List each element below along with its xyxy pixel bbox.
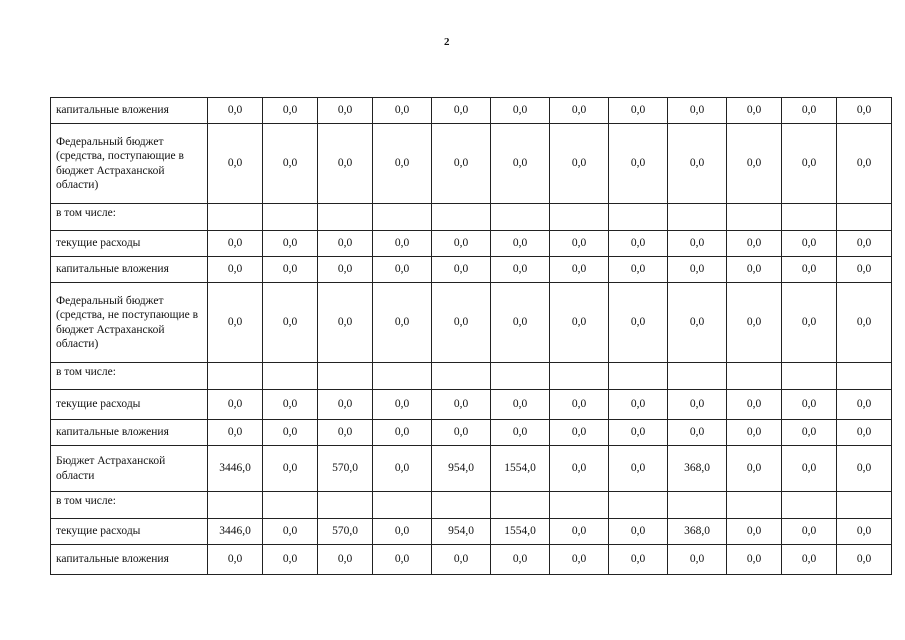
row-label: текущие расходы [51,519,208,545]
value-cell [373,204,432,231]
value-cell: 0,0 [550,446,609,492]
value-cell: 0,0 [609,446,668,492]
budget-table [50,97,892,575]
table-row [51,519,892,545]
value-cell [432,363,491,390]
value-cell: 0,0 [318,420,373,446]
value-cell [668,492,727,519]
row-label: текущие расходы [51,390,208,420]
value-cell: 0,0 [318,231,373,257]
value-cell: 0,0 [373,257,432,283]
value-cell: 1554,0 [491,446,550,492]
value-cell: 0,0 [837,231,892,257]
value-cell: 0,0 [432,98,491,124]
value-cell: 0,0 [609,390,668,420]
value-cell: 0,0 [609,98,668,124]
value-cell: 0,0 [837,283,892,363]
value-cell: 0,0 [373,231,432,257]
value-cell: 0,0 [432,231,491,257]
value-cell: 0,0 [491,283,550,363]
value-cell: 0,0 [373,420,432,446]
value-cell: 0,0 [491,420,550,446]
value-cell: 0,0 [491,231,550,257]
table-row [51,390,892,420]
value-cell: 0,0 [208,257,263,283]
value-cell: 0,0 [318,257,373,283]
value-cell: 0,0 [837,446,892,492]
value-cell: 0,0 [432,420,491,446]
value-cell: 0,0 [837,98,892,124]
value-cell: 0,0 [373,519,432,545]
value-cell: 0,0 [318,283,373,363]
value-cell: 0,0 [782,257,837,283]
value-cell: 368,0 [668,446,727,492]
value-cell [318,363,373,390]
value-cell: 0,0 [208,545,263,575]
value-cell: 0,0 [208,124,263,204]
value-cell: 0,0 [782,420,837,446]
value-cell: 0,0 [550,257,609,283]
value-cell: 0,0 [432,257,491,283]
row-label: текущие расходы [51,231,208,257]
value-cell [837,492,892,519]
value-cell [782,363,837,390]
value-cell: 0,0 [550,283,609,363]
value-cell: 954,0 [432,446,491,492]
value-cell: 0,0 [782,98,837,124]
value-cell: 0,0 [727,420,782,446]
value-cell: 0,0 [263,390,318,420]
row-label: Бюджет Астраханской области [51,446,208,492]
value-cell: 0,0 [550,98,609,124]
value-cell: 0,0 [782,283,837,363]
value-cell [727,492,782,519]
value-cell [609,204,668,231]
value-cell: 0,0 [373,446,432,492]
value-cell: 0,0 [263,98,318,124]
value-cell: 0,0 [782,519,837,545]
value-cell: 0,0 [263,283,318,363]
row-label: капитальные вложения [51,257,208,283]
value-cell: 0,0 [837,257,892,283]
value-cell: 0,0 [837,420,892,446]
value-cell: 0,0 [550,390,609,420]
value-cell: 0,0 [263,446,318,492]
value-cell: 0,0 [727,446,782,492]
value-cell: 0,0 [609,420,668,446]
value-cell: 0,0 [208,420,263,446]
value-cell: 0,0 [263,257,318,283]
value-cell [491,492,550,519]
value-cell [318,204,373,231]
value-cell: 0,0 [837,545,892,575]
value-cell [263,363,318,390]
value-cell: 0,0 [782,124,837,204]
value-cell: 0,0 [837,390,892,420]
value-cell: 0,0 [491,257,550,283]
value-cell: 0,0 [668,390,727,420]
value-cell: 0,0 [318,124,373,204]
value-cell: 0,0 [837,124,892,204]
table-row [51,257,892,283]
row-label: в том числе: [51,492,208,519]
table-row [51,283,892,363]
value-cell: 0,0 [727,390,782,420]
value-cell [373,492,432,519]
value-cell: 0,0 [491,545,550,575]
value-cell: 0,0 [550,124,609,204]
value-cell: 0,0 [432,283,491,363]
value-cell: 0,0 [373,98,432,124]
value-cell [208,204,263,231]
value-cell: 0,0 [727,124,782,204]
table-row [51,363,892,390]
value-cell: 1554,0 [491,519,550,545]
value-cell: 0,0 [609,124,668,204]
value-cell: 0,0 [782,390,837,420]
row-label: капитальные вложения [51,420,208,446]
value-cell [550,363,609,390]
value-cell: 0,0 [837,519,892,545]
value-cell: 0,0 [550,231,609,257]
value-cell [432,492,491,519]
value-cell [550,492,609,519]
value-cell: 0,0 [727,98,782,124]
value-cell [318,492,373,519]
value-cell: 0,0 [550,519,609,545]
page-number: 2 [444,36,450,48]
table-row [51,231,892,257]
value-cell [432,204,491,231]
value-cell: 0,0 [263,124,318,204]
table-row [51,204,892,231]
value-cell: 0,0 [727,519,782,545]
table-row [51,124,892,204]
table-row [51,446,892,492]
value-cell: 0,0 [609,257,668,283]
value-cell: 368,0 [668,519,727,545]
value-cell: 0,0 [373,545,432,575]
value-cell: 0,0 [668,420,727,446]
value-cell: 0,0 [432,390,491,420]
value-cell [491,363,550,390]
value-cell [263,492,318,519]
value-cell: 0,0 [782,446,837,492]
value-cell: 0,0 [263,231,318,257]
value-cell: 0,0 [263,519,318,545]
value-cell: 0,0 [668,283,727,363]
value-cell: 0,0 [491,124,550,204]
value-cell [609,492,668,519]
table-row [51,98,892,124]
value-cell: 0,0 [727,257,782,283]
value-cell [782,492,837,519]
table-row [51,492,892,519]
value-cell: 0,0 [782,545,837,575]
value-cell [668,204,727,231]
value-cell [668,363,727,390]
value-cell [373,363,432,390]
value-cell: 954,0 [432,519,491,545]
value-cell: 3446,0 [208,446,263,492]
value-cell [782,204,837,231]
value-cell: 0,0 [373,124,432,204]
row-label: капитальные вложения [51,545,208,575]
value-cell [263,204,318,231]
value-cell [491,204,550,231]
value-cell: 0,0 [432,545,491,575]
value-cell: 0,0 [432,124,491,204]
value-cell [837,204,892,231]
value-cell [837,363,892,390]
value-cell: 3446,0 [208,519,263,545]
value-cell: 0,0 [318,98,373,124]
value-cell [208,492,263,519]
value-cell: 0,0 [373,390,432,420]
value-cell [727,204,782,231]
value-cell [609,363,668,390]
value-cell: 0,0 [263,545,318,575]
row-label: Федеральный бюджет (средства, поступающие в бюджет Астраханской области) [51,124,208,204]
table-row [51,545,892,575]
value-cell: 0,0 [263,420,318,446]
value-cell: 0,0 [318,390,373,420]
value-cell: 0,0 [668,124,727,204]
value-cell: 0,0 [208,283,263,363]
value-cell [208,363,263,390]
table-body [51,98,892,575]
value-cell: 0,0 [609,545,668,575]
value-cell: 0,0 [609,519,668,545]
value-cell: 0,0 [782,231,837,257]
value-cell: 0,0 [609,283,668,363]
value-cell: 0,0 [727,283,782,363]
table-row [51,420,892,446]
row-label: в том числе: [51,204,208,231]
value-cell [550,204,609,231]
value-cell: 0,0 [550,545,609,575]
value-cell: 0,0 [727,545,782,575]
value-cell [727,363,782,390]
value-cell: 0,0 [491,390,550,420]
row-label: Федеральный бюджет (средства, не поступающие в бюджет Астраханской области) [51,283,208,363]
row-label: в том числе: [51,363,208,390]
value-cell: 0,0 [373,283,432,363]
value-cell: 570,0 [318,519,373,545]
value-cell: 0,0 [668,545,727,575]
value-cell: 0,0 [318,545,373,575]
value-cell: 570,0 [318,446,373,492]
row-label: капитальные вложения [51,98,208,124]
value-cell: 0,0 [668,231,727,257]
value-cell: 0,0 [727,231,782,257]
value-cell: 0,0 [208,231,263,257]
value-cell: 0,0 [609,231,668,257]
value-cell: 0,0 [550,420,609,446]
value-cell: 0,0 [208,390,263,420]
value-cell: 0,0 [668,98,727,124]
value-cell: 0,0 [491,98,550,124]
value-cell: 0,0 [208,98,263,124]
value-cell: 0,0 [668,257,727,283]
